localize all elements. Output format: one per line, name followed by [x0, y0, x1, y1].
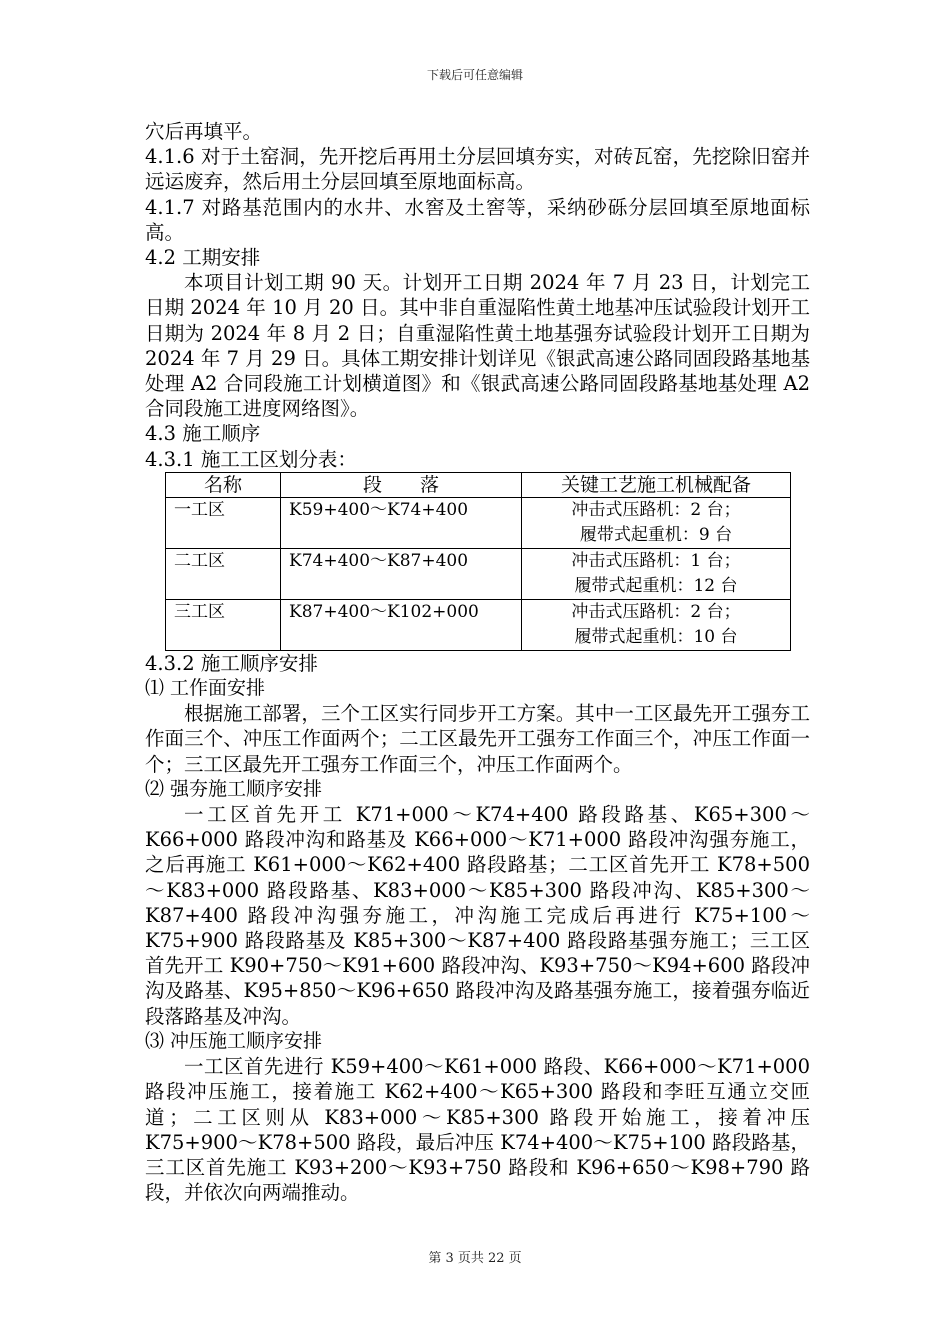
paragraph-dynamic-compaction: 一工区首先开工 K71+000～K74+400 路段路基、K65+300～K66+000 路段冲沟和路基及 K66+000～K71+000 路段冲沟强夯施工，之后再施工 K61+000～K62+400 路段路基；二工区首先开工 K78+500～K83+000 路段路基、K83+000～K85+300 路段冲沟、K85+300～K87+400 路段冲沟强夯施工，冲沟施工完成后再进行 K75+100～K75+900 路段路基及 K85+300～K87+400 路段路基强夯施工；三工区首先开工 K90+750～K91+600 路段冲沟、K93+750～K94+600 路段冲沟及路基、K95+850～K96+650 路段冲沟及路基强夯施工，接着强夯临近段落路基及冲沟。 — [145, 803, 810, 1028]
paragraph-workface: 根据施工部署，三个工区实行同步开工方案。其中一工区最先开工强夯工作面三个、冲压工作面两个；二工区最先开工强夯工作面三个，冲压工作面一个；三工区最先开工强夯工作面三个，冲压工作面两个。 — [145, 702, 810, 776]
work-zone-table — [165, 472, 791, 651]
table-row — [166, 497, 791, 548]
equipment-compactor: 冲击式压路机：2 台； — [571, 499, 741, 520]
heading-4-3: 4.3 施工顺序 — [145, 422, 261, 446]
table-header-row — [166, 472, 791, 497]
subheading-workface: ⑴ 工作面安排 — [145, 677, 266, 700]
document-body — [145, 119, 810, 1205]
page-header: 下载后可任意编辑 — [426, 68, 523, 82]
column-header-equipment: 关键工艺施工机械配备 — [522, 472, 791, 497]
paragraph-impact-compaction: 一工区首先进行 K59+400～K61+000 路段、K66+000～K71+000 路段冲压施工，接着施工 K62+400～K65+300 路段和李旺互通立交匝道；二工区则从 K83+000～K85+300 路段开始施工，接着冲压 K75+900～K78+500 路段，最后冲压 K74+400～K75+100 路段路基，三工区首先施工 K93+200～K93+750 路段和 K96+650～K98+790 路段，并依次向两端推动。 — [145, 1055, 810, 1205]
zone-name: 三工区 — [166, 599, 281, 650]
heading-4-3-1: 4.3.1 施工工区划分表： — [145, 447, 357, 471]
zone-equipment — [522, 497, 791, 548]
zone-segment: K74+400～K87+400 — [281, 548, 522, 599]
heading-4-2: 4.2 工期安排 — [145, 246, 261, 270]
equipment-crane: 履带式起重机：12 台 — [574, 575, 738, 596]
zone-equipment — [522, 599, 791, 650]
table-row — [166, 599, 791, 650]
heading-4-3-2: 4.3.2 施工顺序安排 — [145, 651, 318, 675]
zone-segment: K59+400～K74+400 — [281, 497, 522, 548]
zone-name: 二工区 — [166, 548, 281, 599]
paragraph-4-1-7: 4.1.7 对路基范围内的水井、水窖及土窖等，采纳砂砾分层回填至原地面标高。 — [145, 195, 810, 244]
column-header-name: 名称 — [166, 472, 281, 497]
table-row — [166, 548, 791, 599]
equipment-compactor: 冲击式压路机：1 台； — [571, 550, 741, 571]
page-footer: 第 3 页共 22 页 — [428, 1251, 522, 1266]
paragraph-4-1-6: 4.1.6 对于土窑洞，先开挖后再用土分层回填夯实，对砖瓦窑，先挖除旧窑并远运废弃，然后用土分层回填至原地面标高。 — [145, 145, 810, 194]
paragraph-continued: 穴后再填平。 — [145, 120, 263, 143]
equipment-crane: 履带式起重机：10 台 — [574, 626, 738, 647]
equipment-crane: 履带式起重机：9 台 — [579, 524, 733, 545]
column-header-segment: 段 落 — [281, 472, 522, 497]
subheading-impact-compaction: ⑶ 冲压施工顺序安排 — [145, 1029, 323, 1052]
zone-segment: K87+400～K102+000 — [281, 599, 522, 650]
equipment-compactor: 冲击式压路机：2 台； — [571, 601, 741, 622]
paragraph-schedule: 本项目计划工期 90 天。计划开工日期 2024 年 7 月 23 日，计划完工日期 2024 年 10 月 20 日。其中非自重湿陷性黄土地基冲压试验段计划开工日期为 2024 年 8 月 2 日；自重湿陷性黄土地基强夯试验段计划开工日期为 2024 年 7 月 29 日。具体工期安排计划详见《银武高速公路同固段路基地基处理 A2 合同段施工计划横道图》和《银武高速公路同固段路基地基处理 A2 合同段施工进度网络图》。 — [145, 271, 810, 421]
zone-name: 一工区 — [166, 497, 281, 548]
subheading-dynamic-compaction: ⑵ 强夯施工顺序安排 — [145, 777, 323, 800]
zone-equipment — [522, 548, 791, 599]
